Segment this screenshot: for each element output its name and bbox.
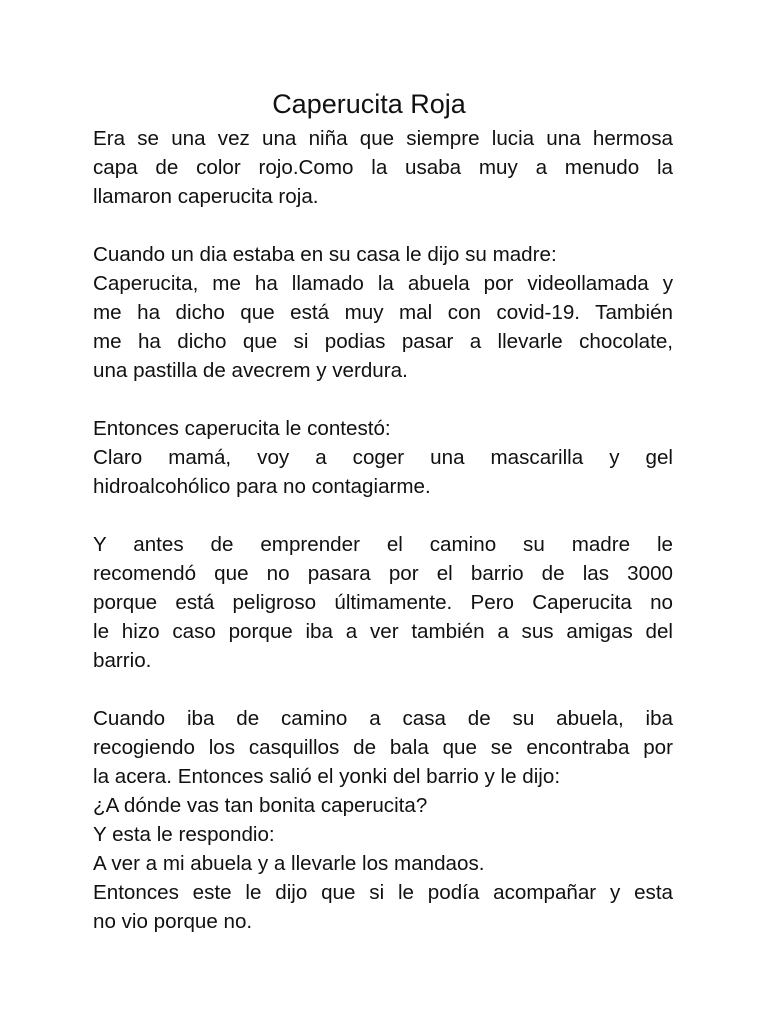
text-line: Era se una vez una niña que siempre lucia una hermosa [93, 127, 673, 150]
text-line: Cuando un dia estaba en su casa le dijo su madre: [93, 243, 557, 266]
paragraph [93, 530, 673, 675]
text-line: capa de color rojo.Como la usaba muy a menudo la [93, 156, 673, 179]
text-line: hidroalcohólico para no contagiarme. [93, 475, 431, 498]
text-line: recogiendo los casquillos de bala que se encontraba por [93, 736, 673, 759]
text-line: una pastilla de avecrem y verdura. [93, 359, 408, 382]
text-line: no vio porque no. [93, 910, 253, 933]
text-line: porque está peligroso últimamente. Pero Caperucita no [93, 591, 673, 614]
document-body [93, 124, 673, 965]
text-line: Entonces este le dijo que si le podía acompañar y esta [93, 881, 673, 904]
text-line: A ver a mi abuela y a llevarle los mandaos. [93, 852, 485, 875]
text-line: me ha dicho que está muy mal con covid-19. También [93, 301, 673, 324]
document-title: Caperucita Roja [272, 89, 466, 119]
paragraph [93, 414, 673, 501]
text-line: barrio. [93, 649, 152, 672]
paragraph [93, 704, 673, 936]
text-line: le hizo caso porque iba a ver también a sus amigas del [93, 620, 673, 643]
text-line: Entonces caperucita le contestó: [93, 417, 391, 440]
text-line: Caperucita, me ha llamado la abuela por videollamada y [93, 272, 673, 295]
text-line: ¿A dónde vas tan bonita caperucita? [93, 794, 428, 817]
paragraph [93, 124, 673, 211]
text-line: me ha dicho que si podias pasar a llevarle chocolate, [93, 330, 673, 353]
text-line: Y antes de emprender el camino su madre le [93, 533, 673, 556]
text-line: Claro mamá, voy a coger una mascarilla y gel [93, 446, 673, 469]
text-line: recomendó que no pasara por el barrio de las 3000 [93, 562, 673, 585]
text-line: Cuando iba de camino a casa de su abuela, iba [93, 707, 673, 730]
text-line: llamaron caperucita roja. [93, 185, 319, 208]
paragraph [93, 240, 673, 385]
text-line: Y esta le respondio: [93, 823, 275, 846]
text-line: la acera. Entonces salió el yonki del barrio y le dijo: [93, 765, 561, 788]
